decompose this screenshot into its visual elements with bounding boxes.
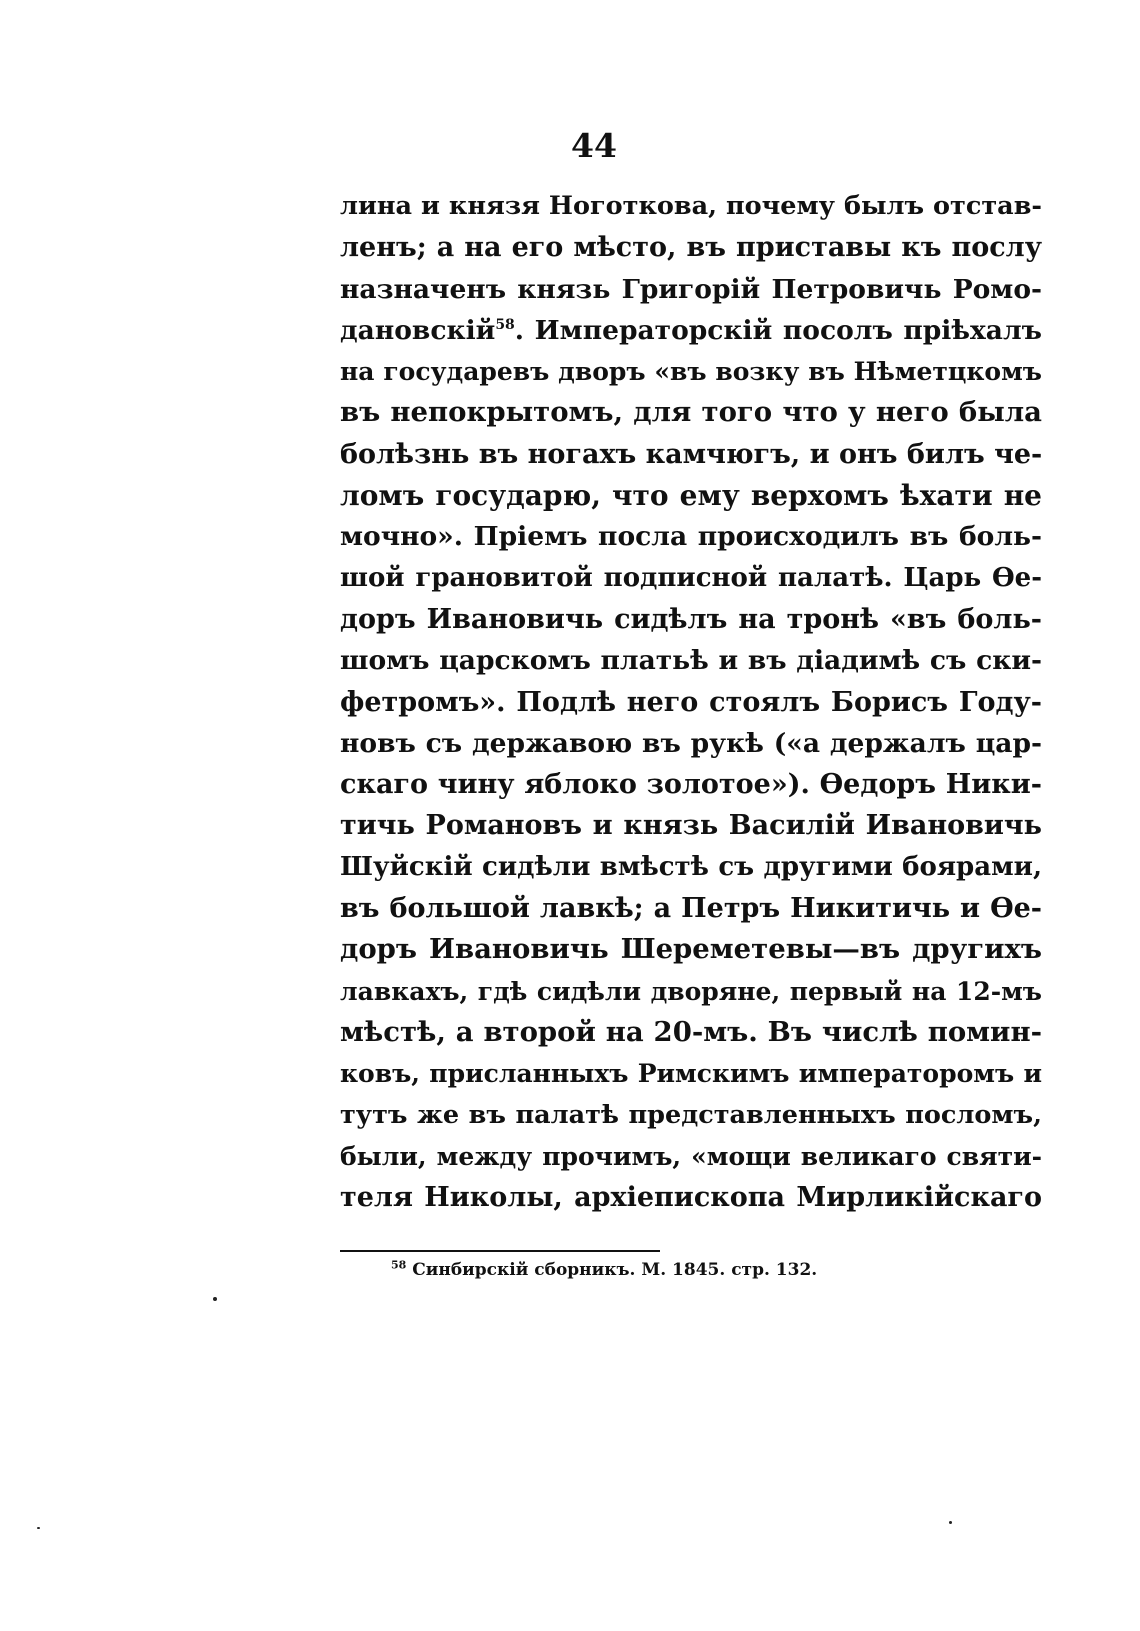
text-line: скаго чину яблоко золотое»). Ѳедоръ Ники- [340, 769, 1042, 801]
footnote [391, 1260, 817, 1280]
text-line [340, 310, 1042, 351]
scan-speck [213, 1297, 217, 1301]
text-line: доръ Ивановичь Шереметевы—въ другихъ [340, 933, 1042, 966]
text-line: болѣзнь въ ногахъ камчюгъ, и онъ билъ че- [340, 438, 1042, 470]
text-line: назначенъ князь Григорій Петровичь Ромо- [340, 273, 1042, 305]
scan-speck [37, 1527, 40, 1529]
text-line: въ непокрытомъ, для того что у него была [340, 396, 1042, 429]
text-line: шомъ царскомъ платьѣ и въ діадимѣ съ ски- [340, 645, 1042, 677]
line-rest: . Императорскій посолъ пріѣхалъ [514, 314, 1042, 346]
text-line: лавкахъ, гдѣ сидѣли дворяне, первый на 12-мъ [340, 976, 1042, 1006]
text-line: теля Николы, архіепископа Мирликійскаго [340, 1182, 1042, 1214]
text-line: Шуйскій сидѣли вмѣстѣ съ другими боярами, [340, 851, 1042, 882]
text-line: были, между прочимъ, «мощи великаго святи- [340, 1141, 1042, 1171]
text-line: ковъ, присланныхъ Римскимъ императоромъ и [340, 1059, 1042, 1089]
text-line: мѣстѣ, а второй на 20-мъ. Въ числѣ помин- [340, 1015, 1042, 1048]
body-text [340, 186, 1042, 1218]
text-line: лина и князя Ноготкова, почему былъ отстав- [340, 191, 1042, 221]
text-line: фетромъ». Подлѣ него стоялъ Борисъ Году- [340, 686, 1042, 718]
page-number: 44 [571, 126, 617, 165]
text-line: въ большой лавкѣ; а Петръ Никитичь и Ѳе- [340, 893, 1042, 925]
text-line: новъ съ державою въ рукѣ («а держалъ цар- [340, 727, 1042, 759]
text-line: тичь Романовъ и князь Василій Ивановичь [340, 810, 1042, 842]
text-line: мочно». Пріемъ посла происходилъ въ боль- [340, 521, 1042, 553]
line-start: дановскій [340, 314, 496, 346]
footnote-marker: 58 [391, 1258, 407, 1272]
text-line: шой грановитой подписной палатѣ. Царь Ѳе- [340, 562, 1042, 593]
footnote-text: Синбирскій сборникъ. М. 1845. стр. 132. [412, 1260, 818, 1280]
text-line: тутъ же въ палатѣ представленныхъ посломъ, [340, 1099, 1042, 1130]
text-line: ломъ государю, что ему верхомъ ѣхати не [340, 479, 1042, 513]
scan-speck [949, 1521, 952, 1524]
text-line: на государевъ дворъ «въ возку въ Нѣметцкомъ [340, 357, 1042, 387]
text-line: ленъ; а на его мѣсто, въ приставы къ послу [340, 232, 1042, 264]
footnote-reference: 58 [495, 317, 515, 334]
text-line: доръ Ивановичь сидѣлъ на тронѣ «въ боль- [340, 603, 1042, 635]
footnote-divider [340, 1250, 660, 1252]
